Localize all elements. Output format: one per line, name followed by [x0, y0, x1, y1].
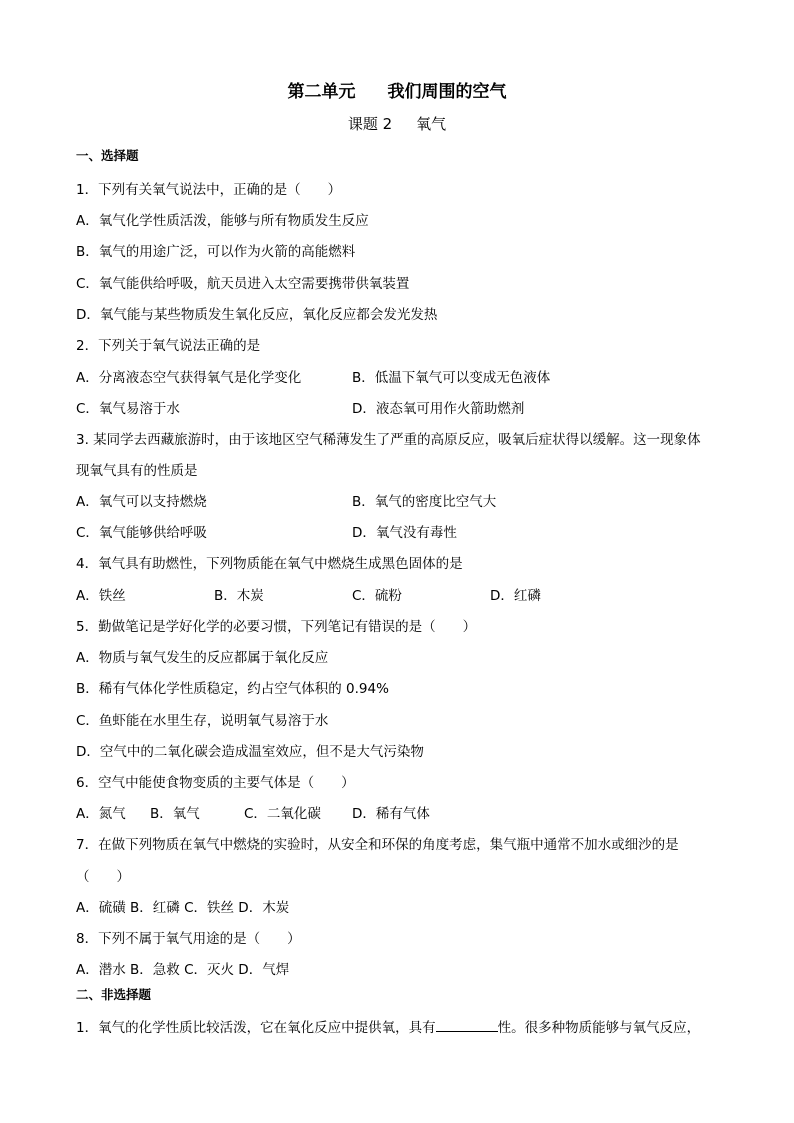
- question-1-option-a: A．氧气化学性质活泼，能够与所有物质发生反应: [76, 213, 369, 229]
- question-2-option-b: B．低温下氧气可以变成无色液体: [352, 370, 551, 386]
- question-4-option-a: A．铁丝: [76, 588, 126, 604]
- question-5-option-c: C．鱼虾能在水里生存，说明氧气易溶于水: [76, 713, 329, 729]
- question-3-stem-line-1: 3. 某同学去西藏旅游时，由于该地区空气稀薄发生了严重的高原反应，吸氧后症状得以缓解。这一现象体: [76, 432, 701, 448]
- question-2-option-a: A．分离液态空气获得氧气是化学变化: [76, 370, 302, 386]
- question-5-option-b: B．稀有气体化学性质稳定，约占空气体积的 0.94%: [76, 681, 389, 697]
- question-6-option-d: D．稀有气体: [352, 806, 430, 822]
- question-4-option-c: C．硫粉: [352, 588, 402, 604]
- question-1-option-d: D．氧气能与某些物质发生氧化反应，氧化反应都会发光发热: [76, 307, 438, 323]
- fill-question-1-text-after: 性。很多种物质能够与氧气反应，: [497, 1020, 701, 1036]
- question-2-stem: 2．下列关于氧气说法正确的是: [76, 338, 261, 354]
- question-6-option-b: B．氧气: [150, 806, 200, 822]
- question-8-stem: 8．下列不属于氧气用途的是（ ）: [76, 931, 301, 947]
- lesson-number: 课题 2: [347, 115, 393, 133]
- question-1-option-b: B．氧气的用途广泛，可以作为火箭的高能燃料: [76, 244, 356, 260]
- unit-title: 我们周围的空气: [387, 82, 507, 102]
- question-2-option-d: D．液态氧可用作火箭助燃剂: [352, 401, 525, 417]
- question-3-option-d: D．氧气没有毒性: [352, 525, 457, 541]
- question-3-option-c: C．氧气能够供给呼吸: [76, 525, 207, 541]
- question-7-stem-line-2: （ ）: [76, 869, 130, 885]
- question-4-option-b: B．木炭: [214, 588, 264, 604]
- fill-question-1: [76, 1016, 700, 1036]
- question-1-option-c: C．氧气能供给呼吸，航天员进入太空需要携带供氧装置: [76, 276, 410, 292]
- question-2-option-c: C．氧气易溶于水: [76, 401, 180, 417]
- question-6-option-a: A．氮气: [76, 806, 126, 822]
- section-heading-multiple-choice: 一、选择题: [76, 148, 139, 163]
- question-5-option-d: D．空气中的二氧化碳会造成温室效应，但不是大气污染物: [76, 744, 424, 760]
- answer-blank[interactable]: [436, 1019, 498, 1032]
- question-5-stem: 5．勤做笔记是学好化学的必要习惯，下列笔记有错误的是（ ）: [76, 619, 477, 635]
- question-4-stem: 4．氧气具有助燃性，下列物质能在氧气中燃烧生成黑色固体的是: [76, 556, 463, 572]
- lesson-title: [0, 113, 794, 134]
- question-3-option-a: A．氧气可以支持燃烧: [76, 494, 207, 510]
- unit-number: 第二单元: [287, 82, 356, 102]
- page-title: [0, 77, 794, 102]
- question-5-option-a: A．物质与氧气发生的反应都属于氧化反应: [76, 650, 329, 666]
- lesson-name: 氧气: [416, 115, 447, 133]
- question-6-stem: 6．空气中能使食物变质的主要气体是（ ）: [76, 775, 355, 791]
- question-3-option-b: B．氧气的密度比空气大: [352, 494, 497, 510]
- question-1-stem: 1．下列有关氧气说法中，正确的是（ ）: [76, 182, 342, 198]
- question-7-options: A．硫磺 B．红磷 C．铁丝 D．木炭: [76, 900, 290, 916]
- question-6-option-c: C．二氧化碳: [244, 806, 321, 822]
- fill-question-1-text-before: 1．氧气的化学性质比较活泼，它在氧化反应中提供氧，具有: [76, 1020, 436, 1036]
- question-8-options: A．潜水 B．急救 C．灭火 D．气焊: [76, 962, 290, 978]
- question-4-option-d: D．红磷: [490, 588, 541, 604]
- section-heading-non-choice: 二、非选择题: [76, 987, 152, 1002]
- question-7-stem-line-1: 7．在做下列物质在氧气中燃烧的实验时，从安全和环保的角度考虑，集气瓶中通常不加水或细沙的是: [76, 837, 679, 853]
- question-3-stem-line-2: 现氧气具有的性质是: [76, 463, 198, 479]
